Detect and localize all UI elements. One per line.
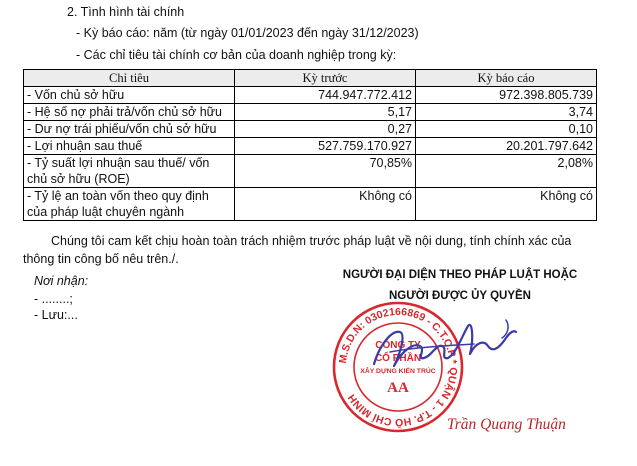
table-row	[24, 121, 597, 138]
previous-value-cell: 744.947.772.412	[235, 87, 416, 104]
recipient-item: - Lưu:...	[34, 308, 78, 322]
indicator-cell: - Tỷ lệ an toàn vốn theo quy định của pháp luật chuyên ngành	[24, 188, 235, 221]
previous-value-cell: Không có	[235, 188, 416, 221]
current-value-cell: Không có	[416, 188, 597, 221]
report-period: - Kỳ báo cáo: năm (từ ngày 01/01/2023 đến ngày 31/12/2023)	[76, 26, 419, 40]
stamp-text-line-3: XÂY DỰNG KIẾN TRÚC	[360, 368, 436, 375]
table-header-row	[24, 70, 597, 87]
table-row	[24, 155, 597, 188]
current-value-cell: 2,08%	[416, 155, 597, 188]
header-indicator: Chỉ tiêu	[24, 70, 235, 87]
current-value-cell: 972.398.805.739	[416, 87, 597, 104]
table-row	[24, 104, 597, 121]
recipient-item: - ........;	[34, 292, 73, 306]
previous-value-cell: 70,85%	[235, 155, 416, 188]
current-value-cell: 20.201.797.642	[416, 138, 597, 155]
indicator-cell: - Dư nợ trái phiếu/vốn chủ sở hữu	[24, 121, 235, 138]
table-row	[24, 138, 597, 155]
indicator-cell: - Hệ số nợ phải trả/vốn chủ sở hữu	[24, 104, 235, 121]
stamp-ring-text: M.S.D.N: 0302166869 - C.T.C.P * QUẬN 1 - T.P. HỒ CHÍ MINH	[337, 305, 460, 429]
commitment-line-1: Chúng tôi cam kết chịu hoàn toàn trách nhiệm trước pháp luật về nội dung, tính chính xác của	[51, 234, 572, 248]
previous-value-cell: 0,27	[235, 121, 416, 138]
stamp-text-line-1: CÔNG TY	[375, 340, 421, 351]
table-row	[24, 87, 597, 104]
signature-scribble-icon	[370, 316, 518, 378]
signatory-title-line-2: NGƯỜI ĐƯỢC ỦY QUYỀN	[388, 290, 531, 302]
recipients-heading: Nơi nhận:	[34, 274, 89, 288]
header-reporting-period: Kỳ báo cáo	[416, 70, 597, 87]
current-value-cell: 0,10	[416, 121, 597, 138]
section-title: 2. Tình hình tài chính	[67, 5, 185, 19]
signatory-title-line-1: NGƯỜI ĐẠI DIỆN THEO PHÁP LUẬT HOẶC	[342, 269, 578, 281]
financial-indicators-table	[23, 69, 597, 221]
signer-name: Trần Quang Thuận	[447, 416, 566, 433]
previous-value-cell: 527.759.170.927	[235, 138, 416, 155]
indicator-cell: - Tỷ suất lợi nhuận sau thuế/ vốn chủ sở hữu (ROE)	[24, 155, 235, 188]
table-row	[24, 188, 597, 221]
current-value-cell: 3,74	[416, 104, 597, 121]
previous-value-cell: 5,17	[235, 104, 416, 121]
stamp-text-line-4: AA	[387, 380, 409, 396]
commitment-line-2: thông tin công bố nêu trên./.	[23, 252, 179, 266]
indicator-cell: - Lợi nhuận sau thuế	[24, 138, 235, 155]
indicator-cell: - Vốn chủ sở hữu	[24, 87, 235, 104]
header-previous-period: Kỳ trước	[235, 70, 416, 87]
stamp-text-line-2: CỔ PHẦN	[374, 353, 422, 364]
indicators-intro: - Các chỉ tiêu tài chính cơ bản của doanh nghiệp trong kỳ:	[76, 48, 397, 62]
